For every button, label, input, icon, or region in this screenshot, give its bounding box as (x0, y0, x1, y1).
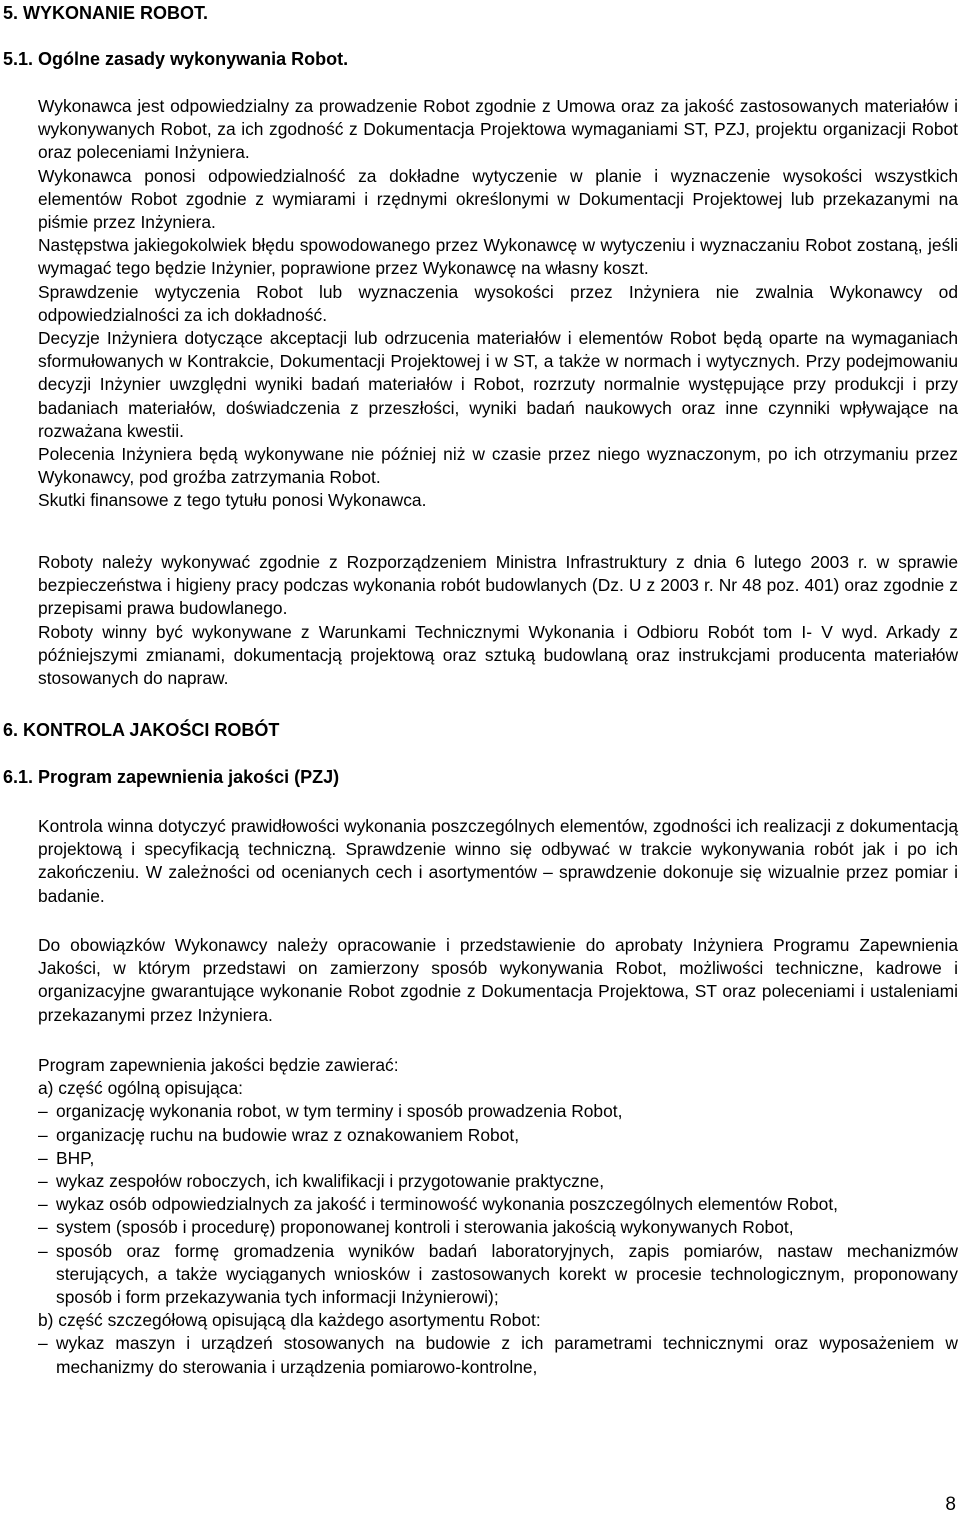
dash-bullet: – (38, 1217, 48, 1238)
paragraph-block (38, 934, 958, 1027)
dash-bullet: – (38, 1147, 48, 1168)
list-item (38, 1147, 958, 1170)
list-item (38, 1216, 958, 1239)
section-body (38, 95, 958, 513)
list-item-text: BHP, (56, 1147, 95, 1168)
list-item-text: wykaz maszyn i urządzeń stosowanych na budowie z ich parametrami technicznymi oraz wyposażeniem w mechanizmy do sterowania i urządzenia pomiarowo-kontrolne, (56, 1333, 958, 1377)
paragraph: Roboty winny być wykonywane z Warunkami Technicznymi Wykonania i Odbioru Robót tom I- V wyd. Arkady z późniejszymi zmianami, dokumentacją projektową oraz sztuką budowlaną oraz instrukcjami producenta materiałów stosowanych do napraw. (38, 621, 958, 689)
list-item (38, 1240, 958, 1310)
list-item (38, 1332, 958, 1378)
list-item (38, 1124, 958, 1147)
list-item (38, 1170, 958, 1193)
regulations-block (38, 551, 958, 690)
paragraph: Kontrola winna dotyczyć prawidłowości wykonania poszczególnych elementów, zgodności ich realizacji z dokumentacją projektową i specyfikacją techniczną. Sprawdzenie winno się odbywać w trakcie wykonywania robót jak i po ich zakończeniu. W zależności od ocenianych cech i asortymentów – sprawdzenie dokonuje się wizualnie przez pomiar i badanie. (38, 816, 958, 906)
paragraph: Roboty należy wykonywać zgodnie z Rozporządzeniem Ministra Infrastruktury z dnia 6 lutego 2003 r. w sprawie bezpieczeństwa i higieny pracy podczas wykonania robót budowlanych (Dz. U z 2003 r. Nr 48 poz. 401) oraz zgodnie z przepisami prawa budowlanego. (38, 552, 958, 619)
paragraph: Wykonawca ponosi odpowiedzialność za dokładne wytyczenie w planie i wyznaczenie wysokości wszystkich elementów Robot zgodnie z wymiarami i rzędnymi określonymi w Dokumentacji Projektowej lub przekazanymi na piśmie przez Inżyniera. (38, 165, 958, 233)
list-item-text: organizację wykonania robot, w tym terminy i sposób prowadzenia Robot, (56, 1101, 623, 1122)
section-heading: 5. WYKONANIE ROBOT. (3, 3, 209, 23)
dash-bullet: – (38, 1240, 48, 1261)
dash-bullet: – (38, 1171, 48, 1192)
dash-bullet: – (38, 1124, 48, 1145)
list-item (38, 1100, 958, 1123)
subsection-heading: 6.1. Program zapewnienia jakości (PZJ) (3, 767, 340, 787)
paragraph: Skutki finansowe z tego tytułu ponosi Wykonawca. (38, 490, 427, 511)
list-item-text: system (sposób i procedurę) proponowanej kontroli i sterowania jakością wykonywanych Robot, (56, 1217, 794, 1238)
program-intro: Program zapewnienia jakości będzie zawierać: (38, 1055, 399, 1075)
paragraph: Sprawdzenie wytyczenia Robot lub wyznaczenia wysokości przez Inżyniera nie zwalnia Wykonawcy od odpowiedzialności za ich dokładność. (38, 281, 958, 325)
paragraph: Polecenia Inżyniera będą wykonywane nie później niż w czasie przez niego wyznaczonym, po ich otrzymaniu przez Wykonawcy, pod groźba zatrzymania Robot. (38, 444, 958, 488)
section-heading: 6. KONTROLA JAKOŚCI ROBÓT (3, 720, 280, 740)
paragraph-block (38, 815, 958, 908)
dash-bullet: – (38, 1101, 48, 1122)
dash-bullet: – (38, 1194, 48, 1215)
list-item (38, 1193, 958, 1216)
part-a-label: a) część ogólną opisująca: (38, 1078, 243, 1099)
list-item-text: sposób oraz formę gromadzenia wyników badań laboratoryjnych, zapis pomiarów, nastaw mechanizmów sterujących, a także wyciąganych wniosków i zastosowanych korekt w procesie technologicznym, proponowany sposób i form przekazywania tych informacji Inżynierowi); (56, 1240, 958, 1308)
paragraph: Następstwa jakiegokolwiek błędu spowodowanego przez Wykonawcę w wytyczeniu i wyznaczaniu Robot zostaną, jeśli wymagać tego będzie Inżynier, poprawione przez Wykonawcę na własny koszt. (38, 235, 958, 279)
program-list (38, 1054, 958, 1379)
page-number: 8 (945, 1494, 956, 1515)
list-item-text: organizację ruchu na budowie wraz z oznakowaniem Robot, (56, 1124, 520, 1145)
list-item-text: wykaz zespołów roboczych, ich kwalifikacji i przygotowanie praktyczne, (56, 1171, 605, 1192)
list-item-text: wykaz osób odpowiedzialnych za jakość i terminowość wykonania poszczególnych elementów Robot, (56, 1194, 839, 1215)
paragraph: Wykonawca jest odpowiedzialny za prowadzenie Robot zgodnie z Umowa oraz za jakość zastosowanych materiałów i wykonywanych Robot, za ich zgodność z Dokumentacja Projektowa wymaganiami ST, PZJ, projektu organizacji Robot oraz poleceniami Inżyniera. (38, 96, 958, 163)
subsection-heading: 5.1. Ogólne zasady wykonywania Robot. (3, 49, 349, 69)
paragraph: Do obowiązków Wykonawcy należy opracowanie i przedstawienie do aprobaty Inżyniera Programu Zapewnienia Jakości, w którym przedstawi on zamierzony sposób wykonywania Robot, możliwości techniczne, kadrowe i organizacyjne gwarantujące wykonanie Robot zgodnie z Dokumentacja Projektowa, ST oraz poleceniami i ustaleniami przekazanymi przez Inżyniera. (38, 935, 958, 1025)
dash-bullet: – (38, 1333, 48, 1354)
paragraph: Decyzje Inżyniera dotyczące akceptacji lub odrzucenia materiałów i elementów Robot będą oparte na wymaganiach sformułowanych w Kontrakcie, Dokumentacji Projektowej i w ST, a także w normach i wytycznych. Przy podejmowaniu decyzji Inżynier uwzględni wyniki badań materiałów i Robot, rozrzuty normalnie występujące przy produkcji i przy badaniach materiałów, doświadczenia z przeszłości, wyniki badań naukowych oraz inne czynniki wpływające na rozważana kwestii. (38, 328, 958, 441)
part-b-label: b) część szczegółową opisującą dla każdego asortymentu Robot: (38, 1310, 541, 1331)
